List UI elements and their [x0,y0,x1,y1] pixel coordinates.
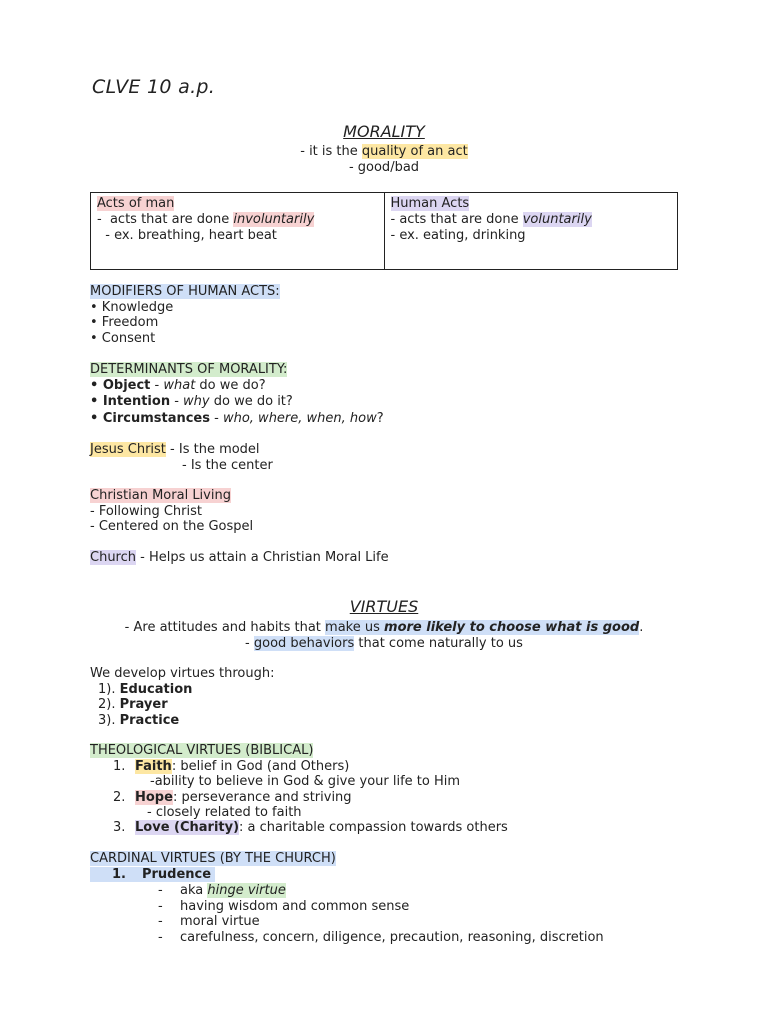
develop-num: 3). [98,713,120,728]
prudence-name: Prudence [141,867,212,882]
morality-heading: MORALITY [343,122,425,141]
virtues-def-hl-plain: make us [325,620,385,635]
theological-num: 1. [113,759,126,774]
virtue-desc: : belief in God (and Others) [171,759,350,774]
acts-table [90,192,678,270]
christian-living-item: - Centered on the Gospel [90,519,254,534]
determinant-rest: do we do it? [209,394,293,409]
determinant-sep: - [170,394,184,409]
christian-living-heading-text: Christian Moral Living [90,488,231,503]
acts-of-man-example: - ex. breathing, heart beat [97,228,277,243]
morality-good-bad: - good/bad [348,160,420,175]
virtues-def-prefix: - Are attitudes and habits that [124,620,326,635]
develop-text: Practice [119,713,180,728]
cardinal-first-row [90,867,215,883]
jesus-line [90,442,260,458]
morality-definition [0,144,768,160]
bullet-dash: - [158,930,163,945]
theological-heading-text: THEOLOGICAL VIRTUES (BIBLICAL) [90,743,314,758]
prudence-highlight [90,867,215,882]
theological-sub: -ability to believe in God & give your life to Him [150,774,461,789]
good-behaviors-highlight: good behaviors [253,636,355,651]
virtues-def-hl-italic: more likely to choose what is good [384,620,640,635]
human-acts-example: - ex. eating, drinking [390,228,526,243]
determinant-rest: ? [376,411,384,426]
christian-living-item: - Following Christ [90,504,202,519]
theological-num: 3. [113,820,126,835]
develop-num: 1). [98,682,120,697]
determinants-heading-text: DETERMINANTS OF MORALITY: [90,362,288,377]
church-rest: - Helps us attain a Christian Moral Life [136,550,389,565]
bullet-text: aka [180,883,208,898]
determinant-sep: - [210,411,223,426]
modifiers-heading [90,284,280,300]
determinant-question: why [183,394,210,409]
acts-of-man-line1: - acts that are done [97,212,234,227]
morality-def-prefix: - it is the [300,144,362,159]
determinants-heading [90,362,287,378]
theological-item [135,759,349,775]
determinant-item [90,394,293,410]
modifier-item: • Freedom [90,315,159,330]
develop-text: Education [119,682,193,697]
develop-text: Prayer [119,697,168,712]
virtue-desc: : perseverance and striving [172,790,352,805]
theological-heading [90,743,313,759]
virtues-def-highlight [325,620,639,635]
theological-num: 2. [113,790,126,805]
quality-of-act-highlight: quality of an act [361,144,468,159]
develop-item [98,682,192,698]
modifier-item: • Knowledge [90,300,174,315]
theological-item [135,820,508,836]
jesus-model: - Is the model [165,442,260,457]
hinge-virtue-highlight: hinge virtue [207,883,286,898]
virtue-name-hope: Hope [135,790,173,805]
prudence-bullet: moral virtue [180,914,260,929]
voluntarily-highlight: voluntarily [522,212,592,227]
bullet-dash: - [158,883,163,898]
acts-of-man-title: Acts of man [97,196,175,211]
jesus-label: Jesus Christ [90,442,166,457]
theological-item [135,790,352,806]
determinant-item [90,378,266,394]
virtue-name-love: Love (Charity) [135,820,240,835]
jesus-center: - Is the center [182,458,273,473]
cardinal-heading [90,851,336,867]
virtues-heading: VIRTUES [349,597,419,616]
christian-living-heading [90,488,231,504]
virtues-definition-2 [0,636,768,652]
church-line [90,550,389,566]
determinant-rest: do we do? [195,378,266,393]
prudence-bullet [180,883,286,899]
human-acts-title: Human Acts [390,196,470,211]
determinant-question: what [163,378,196,393]
prudence-bullet: carefulness, concern, diligence, precaution, reasoning, discretion [180,930,604,945]
church-label: Church [90,550,137,565]
virtues-def2-suffix: that come naturally to us [354,636,523,651]
acts-of-man-cell [91,193,384,269]
document-title: CLVE 10 a.p. [92,76,216,98]
develop-intro: We develop virtues through: [90,666,275,681]
virtues-def2-prefix: - [245,636,254,651]
develop-item [98,697,168,713]
modifiers-heading-text: MODIFIERS OF HUMAN ACTS: [90,284,280,299]
virtues-definition-1 [0,620,768,636]
prudence-bullet: having wisdom and common sense [180,899,410,914]
human-acts-line1: - acts that are done [390,212,523,227]
determinant-sep: - [150,378,164,393]
virtues-def-suffix: . [639,620,644,635]
prudence-num: 1. [112,867,126,882]
determinant-item [90,411,384,427]
determinant-label: • Circumstances [90,411,210,426]
virtue-name-faith: Faith [135,759,172,774]
bullet-dash: - [158,899,163,914]
virtue-desc: : a charitable compassion towards others [239,820,508,835]
determinant-question: who, where, when, how [222,411,377,426]
modifier-item: • Consent [90,331,156,346]
develop-item [98,713,179,729]
determinant-label: • Intention [90,394,171,409]
theological-sub: - closely related to faith [147,805,302,820]
develop-num: 2). [98,697,120,712]
human-acts-cell [384,193,678,269]
cardinal-heading-text: CARDINAL VIRTUES (BY THE CHURCH) [90,851,336,866]
bullet-dash: - [158,914,163,929]
involuntarily-highlight: involuntarily [233,212,315,227]
determinant-label: • Object [90,378,151,393]
